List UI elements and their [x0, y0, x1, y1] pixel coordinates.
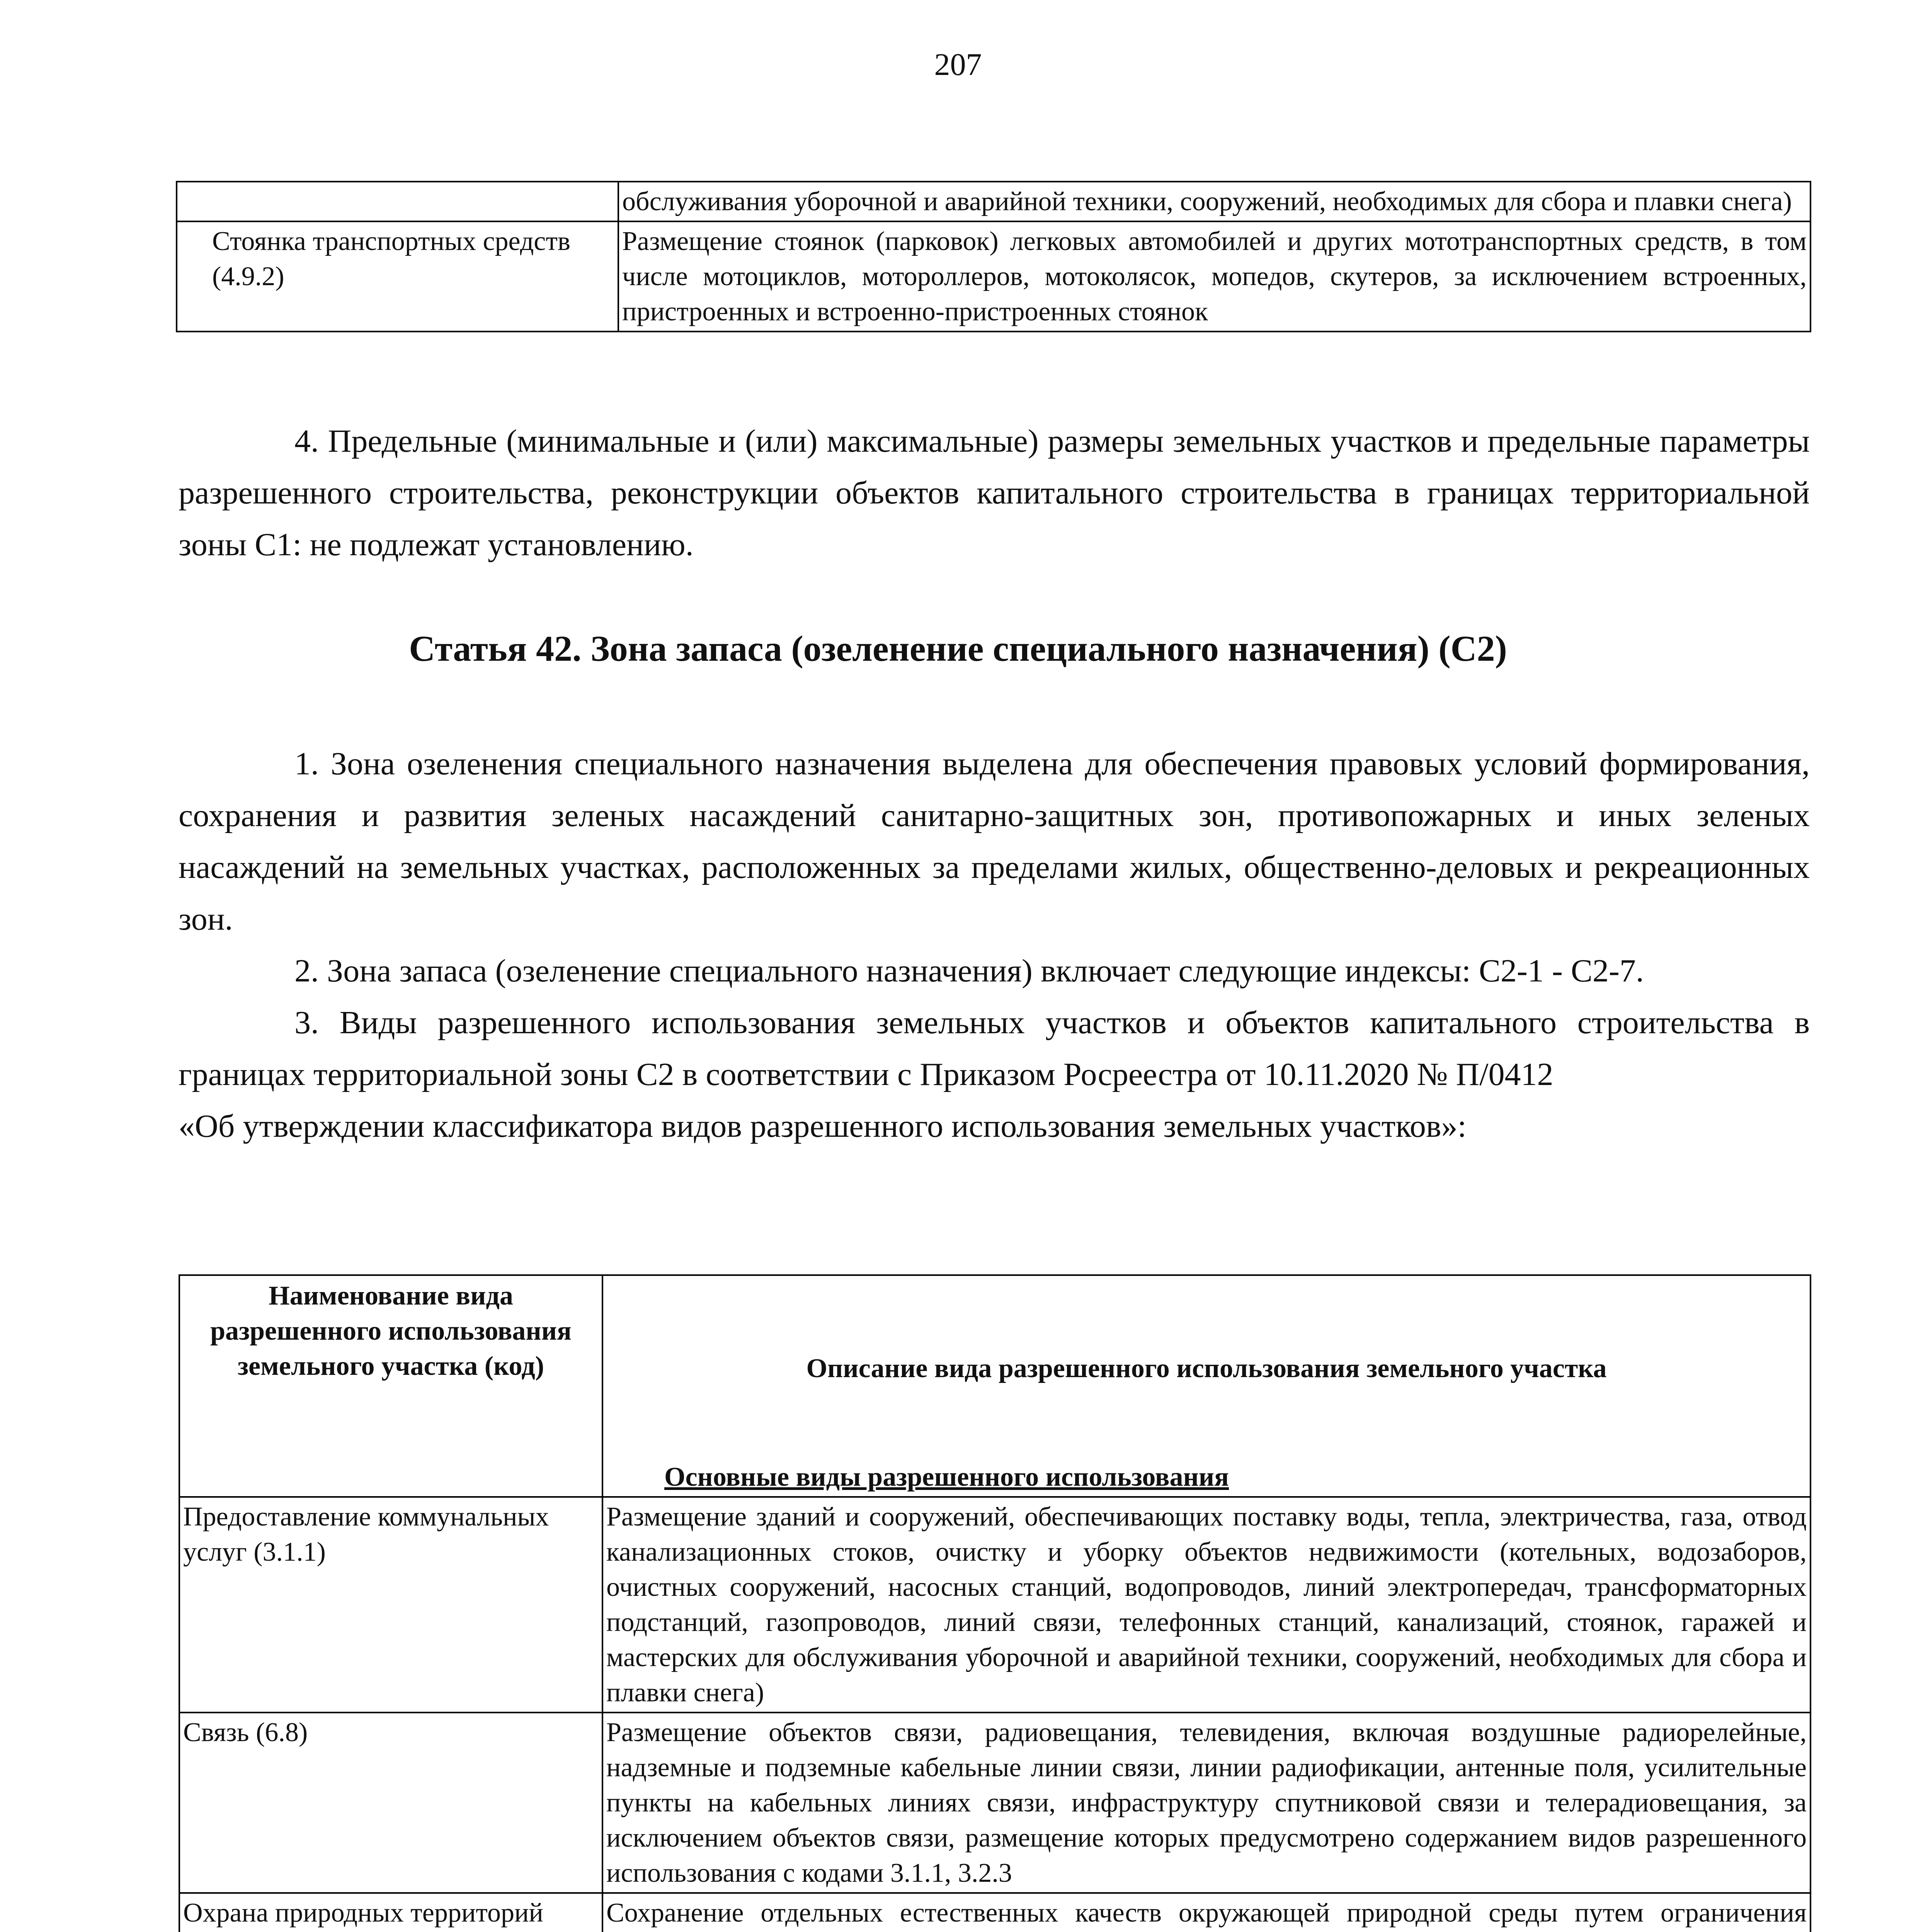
- paragraph-3: [179, 997, 1810, 1152]
- table-row: [177, 221, 1811, 332]
- article-heading: Статья 42. Зона запаса (озеленение специального назначения) (С2): [409, 629, 1507, 669]
- paragraph-4: [179, 415, 1810, 571]
- paragraph-4-text: 4. Предельные (минимальные и (или) максимальные) размеры земельных участков и предельные параметры разрешенного строительства, реконструкции объектов капитального строительства в границах территориальной зоны С1: не подлежат установлению.: [179, 423, 1810, 563]
- table-row: [179, 1713, 1811, 1893]
- paragraph-1: [179, 738, 1810, 945]
- table-cell-name: [177, 182, 618, 221]
- table-cell-name: Охрана природных территорий: [179, 1893, 602, 1932]
- table-cell-name: Связь (6.8): [179, 1713, 602, 1893]
- paragraph-1-text: 1. Зона озеленения специального назначения выделена для обеспечения правовых условий формирования, сохранения и развития зеленых насаждений санитарно-защитных зон, противопожарных и иных зеленых насаждений на земельных участках, расположенных за пределами жилых, общественно-деловых и рекреационных зон.: [179, 746, 1810, 937]
- paragraph-3-text: 3. Виды разрешенного использования земельных участков и объектов капитального строительства в границах территориальной зоны С2 в соответствии с Приказом Росреестра от 10.11.2020 № П/0412: [179, 1005, 1810, 1092]
- paragraph-2: [179, 945, 1810, 997]
- continuation-table: [176, 181, 1811, 332]
- paragraph-2-text: 2. Зона запаса (озеленение специального назначения) включает следующие индексы: С2-1 - С2-7.: [294, 953, 1644, 989]
- header-description: Описание вида разрешенного использования земельного участка: [806, 1354, 1607, 1383]
- header-description-cell: [602, 1275, 1811, 1497]
- paragraph-3-continuation: «Об утверждении классификатора видов разрешенного использования земельных участков»:: [179, 1108, 1467, 1144]
- table-cell-description: обслуживания уборочной и аварийной техники, сооружений, необходимых для сбора и плавки снега): [618, 182, 1811, 221]
- table-cell-description: Сохранение отдельных естественных качеств окружающей природной среды путем ограничения: [602, 1893, 1811, 1932]
- table-row: [179, 1497, 1811, 1713]
- table-cell-description: Размещение стоянок (парковок) легковых автомобилей и других мототранспортных средств, в том числе мотоциклов, мотороллеров, мотоколясок, мопедов, скутеров, за исключением встроенных, пристроенных и встроенно-пристроенных стоянок: [618, 221, 1811, 332]
- table-header-row: [179, 1275, 1811, 1497]
- table-row: [177, 182, 1811, 221]
- land-use-table: [179, 1274, 1811, 1932]
- table-row: [179, 1893, 1811, 1932]
- table-cell-description: Размещение зданий и сооружений, обеспечивающих поставку воды, тепла, электричества, газа, отвод канализационных стоков, очистку и уборку объектов недвижимости (котельных, водозаборов, очистных сооружений, насосных станций, водопроводов, линий электропередач, трансформаторных подстанций, газопроводов, линий связи, телефонных станций, канализаций, стоянок, гаражей и мастерских для обслуживания уборочной и аварийной техники, сооружений, необходимых для сбора и плавки снега): [602, 1497, 1811, 1713]
- table-cell-name: Предоставление коммунальных услуг (3.1.1): [179, 1497, 602, 1713]
- table-subheader: Основные виды разрешенного использования: [664, 1462, 1229, 1492]
- table-cell-description: Размещение объектов связи, радиовещания, телевидения, включая воздушные радиорелейные, надземные и подземные кабельные линии связи, линии радиофикации, антенные поля, усилительные пункты на кабельных линиях связи, инфраструктуру спутниковой связи и телерадиовещания, за исключением объектов связи, размещение которых предусмотрено содержанием видов разрешенного использования с кодами 3.1.1, 3.2.3: [602, 1713, 1811, 1893]
- page-number: 207: [934, 47, 982, 82]
- table-cell-name: Стоянка транспортных средств (4.9.2): [177, 221, 618, 332]
- header-name: Наименование вида разрешенного использования земельного участка (код): [179, 1275, 602, 1497]
